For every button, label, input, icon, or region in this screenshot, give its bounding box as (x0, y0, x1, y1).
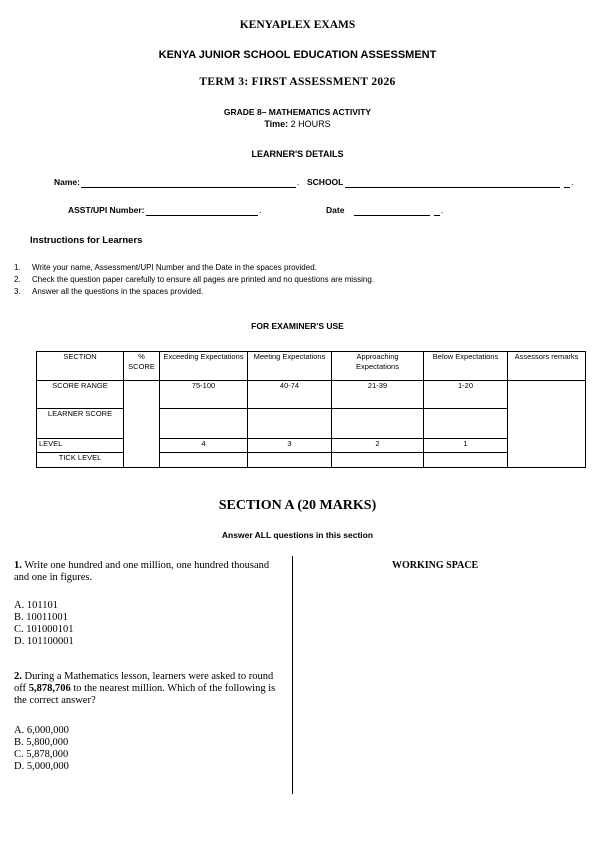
instruction-number: 1. (14, 263, 21, 272)
row-label: LEARNER SCORE (37, 409, 124, 439)
learner-details-title: LEARNER'S DETAILS (251, 149, 344, 159)
table-cell[interactable] (160, 409, 248, 439)
date-dot: . (441, 205, 444, 215)
option-d[interactable]: D. 5,000,000 (14, 761, 69, 772)
table-cell[interactable] (248, 409, 332, 439)
question-text: Write one hundred and one million, one hundred thousand and one in figures. (14, 560, 270, 583)
question-text-pre: During a Mathematics lesson, learners were asked to round off (14, 671, 274, 694)
instruction-text: Answer all the questions in the spaces provided. (32, 287, 204, 296)
time-line (0, 119, 595, 129)
school-field-end (564, 178, 570, 188)
instruction-item (14, 274, 584, 286)
option-d[interactable]: D. 101100001 (14, 636, 74, 647)
question-2 (14, 671, 276, 707)
date-field-end (434, 206, 440, 216)
table-row (37, 381, 586, 409)
row-label: SCORE RANGE (37, 381, 124, 409)
section-subtitle: Answer ALL questions in this section (221, 530, 374, 540)
question-1-options (14, 600, 74, 648)
table-cell: 40-74 (248, 381, 332, 409)
question-text-post: to the nearest million. Which of the following is the correct answer? (14, 683, 276, 706)
question-2-options (14, 725, 69, 773)
table-cell: 75-100 (160, 381, 248, 409)
question-number: 1. (14, 560, 22, 571)
percent-score-cell[interactable] (124, 381, 160, 468)
row-label: LEVEL (37, 439, 124, 453)
table-header: Assessors remarks (508, 352, 586, 381)
instruction-number: 3. (14, 287, 21, 296)
table-header: % SCORE (124, 352, 160, 381)
option-b[interactable]: B. 5,800,000 (14, 737, 69, 748)
table-cell: 4 (160, 439, 248, 453)
table-row (37, 439, 586, 453)
table-header: Exceeding Expectations (160, 352, 248, 381)
row-label: TICK LEVEL (37, 453, 124, 468)
name-dot: . (297, 177, 300, 187)
table-header: SECTION (37, 352, 124, 381)
assessment-title: KENYA JUNIOR SCHOOL EDUCATION ASSESSMENT (158, 49, 437, 61)
question-bold-number: 5,878,706 (28, 683, 71, 694)
working-space-area[interactable] (300, 580, 580, 790)
time-value: 2 HOURS (290, 119, 331, 129)
table-row (37, 453, 586, 468)
option-c[interactable]: C. 101000101 (14, 624, 74, 635)
instruction-item (14, 262, 584, 274)
working-space-title: WORKING SPACE (392, 560, 479, 571)
table-cell: 3 (248, 439, 332, 453)
question-number: 2. (14, 671, 22, 682)
examiner-title: FOR EXAMINER'S USE (251, 321, 344, 331)
option-a[interactable]: A. 6,000,000 (14, 725, 69, 736)
instruction-text: Write your name, Assessment/UPI Number and the Date in the spaces provided. (32, 263, 317, 272)
column-divider (292, 556, 293, 794)
table-cell: 1 (424, 439, 508, 453)
option-c[interactable]: C. 5,878,000 (14, 749, 69, 760)
term-title: TERM 3: FIRST ASSESSMENT 2026 (199, 76, 396, 88)
upi-label: ASST/UPI Number: (68, 205, 145, 215)
table-cell: 1-20 (424, 381, 508, 409)
table-header-row (37, 352, 586, 381)
school-dot: . (571, 177, 574, 187)
subject-title: GRADE 8– MATHEMATICS ACTIVITY (223, 107, 372, 117)
upi-dot: . (259, 205, 262, 215)
table-cell[interactable] (424, 453, 508, 468)
upi-field[interactable] (146, 206, 258, 216)
table-cell[interactable] (248, 453, 332, 468)
school-label: SCHOOL (307, 177, 344, 187)
instruction-item (14, 286, 584, 298)
instruction-text: Check the question paper carefully to ensure all pages are printed and no questions are missing. (32, 275, 374, 284)
instructions-list (14, 262, 584, 298)
table-cell[interactable] (424, 409, 508, 439)
table-cell: 2 (332, 439, 424, 453)
section-title: SECTION A (20 MARKS) (218, 498, 377, 513)
option-b[interactable]: B. 10011001 (14, 612, 68, 623)
table-cell[interactable] (332, 409, 424, 439)
table-cell[interactable] (332, 453, 424, 468)
option-a[interactable]: A. 101101 (14, 600, 58, 611)
table-row (37, 409, 586, 439)
instruction-number: 2. (14, 275, 21, 284)
table-cell: 21-39 (332, 381, 424, 409)
date-label: Date (326, 205, 345, 215)
table-header: Meeting Expectations (248, 352, 332, 381)
table-header: Below Expectations (424, 352, 508, 381)
assessors-remarks-cell[interactable] (508, 381, 586, 468)
question-1 (14, 560, 276, 584)
date-field[interactable] (354, 206, 430, 216)
table-header: Approaching Expectations (332, 352, 424, 381)
name-label: Name: (54, 177, 80, 187)
school-field[interactable] (345, 178, 560, 188)
examiner-table (36, 351, 586, 468)
name-field[interactable] (81, 178, 296, 188)
table-cell[interactable] (160, 453, 248, 468)
time-label: Time: (264, 119, 289, 129)
exam-org: KENYAPLEX EXAMS (239, 19, 356, 31)
instructions-title: Instructions for Learners (30, 235, 143, 246)
